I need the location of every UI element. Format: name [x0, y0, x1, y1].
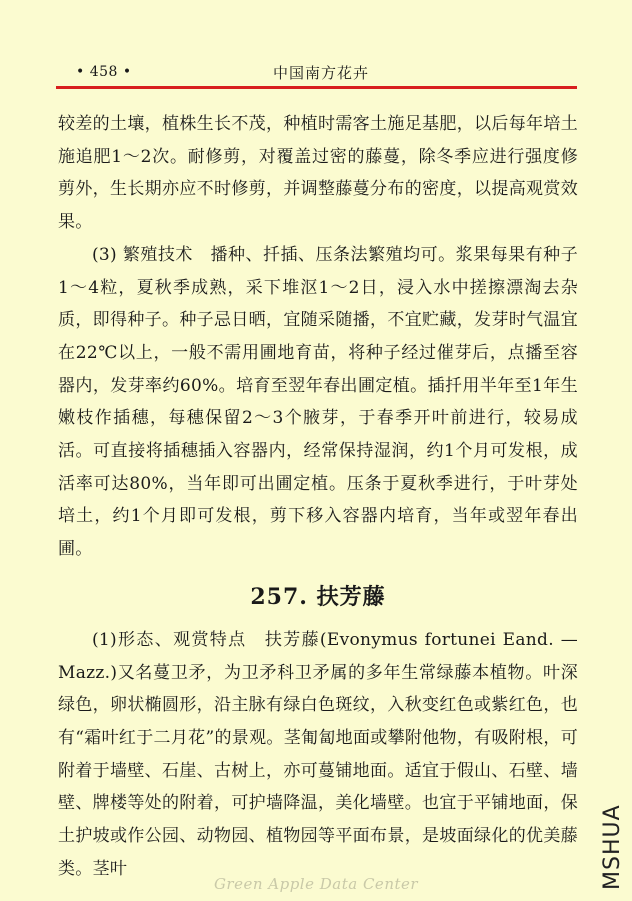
page-header: [64, 62, 578, 84]
page-body: [58, 108, 578, 885]
paragraph-propagation: (3) 繁殖技术 播种、扦插、压条法繁殖均可。浆果每果有种子1～4粒，夏秋季成熟，采下堆沤1～2日，浸入水中搓擦漂淘去杂质，即得种子。种子忌日晒，宜随采随播，不宜贮藏，发芽时气温宜在22℃以上，一般不需用圃地育苗，将种子经过催芽后，点播至容器内，发芽率约60%。培育至翌年春出圃定植。插扦用半年至1年生嫩枝作插穗，每穗保留2～3个腋芽，于春季开叶前进行，较易成活。可直接将插穗插入容器内，经常保持湿润，约1个月可发根，成活率可达80%，当年即可出圃定植。压条于夏秋季进行，于叶芽处培土，约1个月即可发根，剪下移入容器内培育，当年或翌年春出圃。: [58, 244, 578, 560]
header-rule: [56, 86, 577, 89]
paragraph-cultivation: 较差的土壤，植株生长不茂，种植时需客土施足基肥，以后每年培土施追肥1～2次。耐修剪，对覆盖过密的藤蔓，除冬季应进行强度修剪外，生长期亦应不时修剪，并调整藤蔓分布的密度，以提高观赏效果。: [58, 114, 578, 233]
running-title: 中国南方花卉: [272, 64, 369, 82]
footer-watermark: Green Apple Data Center: [213, 875, 419, 893]
side-watermark: MSHUA: [600, 804, 625, 890]
paragraph-morphology: (1)形态、观赏特点 扶芳藤(Evonymus fortunei Eand. —Mazz.)又名蔓卫矛，为卫矛科卫矛属的多年生常绿藤本植物。叶深绿色，卵状椭圆形，沿主脉有绿白色斑纹，入秋变红色或紫红色，也有“霜叶红于二月花”的景观。茎匍匐地面或攀附他物，有吸附根，可附着于墙壁、石崖、古树上，亦可蔓铺地面。适宜于假山、石壁、墙壁、牌楼等处的附着，可护墙降温，美化墙壁。也宜于平铺地面，保土护坡或作公园、动物园、植物园等平面布景，是坡面绿化的优美藤类。茎叶: [58, 629, 578, 879]
page-number: • 458 •: [76, 64, 132, 80]
section-title: 257. 扶芳藤: [250, 583, 386, 610]
